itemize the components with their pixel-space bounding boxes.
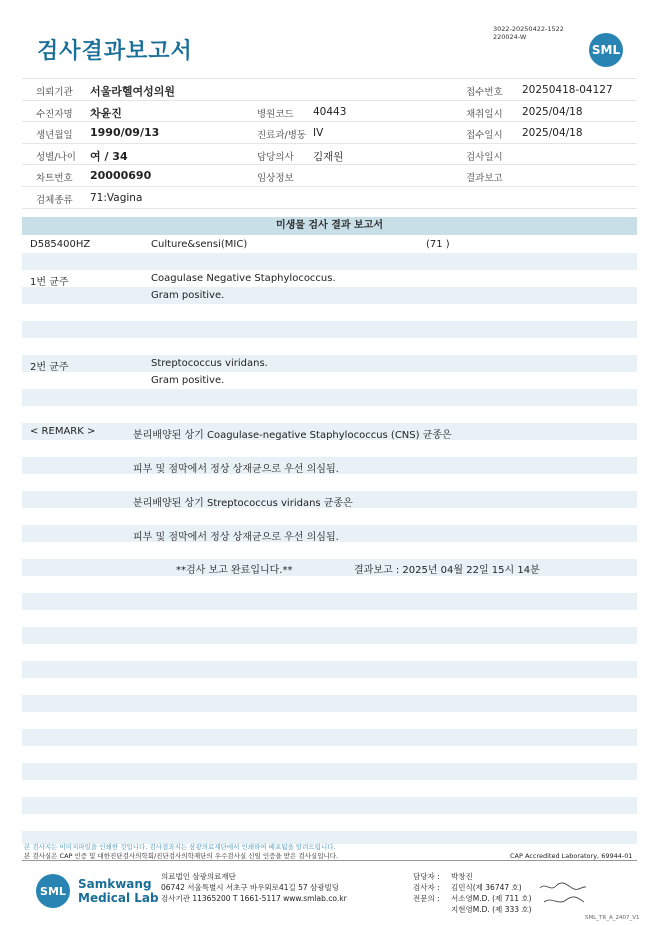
- test-spec: (71 ): [426, 239, 450, 250]
- row-band: [22, 355, 637, 372]
- specialist-label: 전문의 :: [413, 894, 440, 903]
- document-number-line-1: 3022-20250422-1522: [493, 25, 564, 33]
- signature-icon: [538, 880, 588, 908]
- specimen-label: 검체종류: [36, 194, 73, 206]
- footer-note-2: 본 검사실은 CAP 인증 및 대한진단검사의학회/진단검사의학재단의 우수검사실 신임 인증을 받은 검사실입니다.: [24, 852, 339, 860]
- req-org-label: 의뢰기관: [36, 87, 73, 98]
- hosp-code-value: 40443: [313, 105, 347, 118]
- row-band: [22, 593, 637, 610]
- report-section-title: 미생물 검사 결과 보고서: [22, 217, 637, 235]
- info-row: [22, 187, 637, 209]
- remark-line: 피부 및 점막에서 정상 상재균으로 우선 의심됨.: [133, 532, 339, 543]
- patient-info-table: [22, 78, 637, 209]
- strain2-label: 2번 균주: [30, 362, 69, 373]
- result-report-label: 결과보고: [466, 173, 503, 185]
- page-title: 검사결과보고서: [37, 39, 193, 64]
- chart-value: 20000690: [90, 169, 152, 183]
- dept-label: 진료과/병동: [257, 130, 307, 142]
- dept-value: IV: [313, 127, 324, 140]
- test-date-label: 검사일시: [466, 151, 503, 163]
- brand-line-2: Medical Lab: [78, 891, 159, 905]
- chart-label: 차트번호: [36, 173, 73, 185]
- remark-line: 피부 및 점막에서 정상 상재균으로 우선 의심됨.: [133, 464, 339, 475]
- row-band: [22, 729, 637, 746]
- strain2-name: Streptococcus viridans.: [151, 358, 268, 369]
- recv-date-value: 2025/04/18: [522, 127, 583, 140]
- remark-line: 분리배양된 상기 Coagulase-negative Staphylococcus (CNS) 균종은: [133, 430, 452, 441]
- info-row: [22, 78, 637, 101]
- info-row: [22, 144, 637, 166]
- row-band: [22, 763, 637, 780]
- row-band: [22, 559, 637, 576]
- row-band: [22, 627, 637, 644]
- row-band: [22, 797, 637, 814]
- row-band: [22, 661, 637, 678]
- patient-label: 수진자명: [36, 108, 73, 120]
- row-band: [22, 287, 637, 304]
- footer-brand: [78, 877, 159, 905]
- clinical-label: 임상정보: [257, 173, 294, 185]
- doctor-value: 김재원: [313, 150, 344, 163]
- tester-label: 검사자 :: [413, 883, 440, 892]
- strain1-gram: Gram positive.: [151, 290, 225, 301]
- footer-divider: [22, 860, 637, 861]
- sml-footer-logo-icon: SML: [36, 874, 70, 908]
- report-time: 결과보고 : 2025년 04월 22일 15시 14분: [354, 565, 540, 576]
- test-name: Culture&sensi(MIC): [151, 239, 248, 250]
- brand-line-1: Samkwang: [78, 877, 152, 891]
- document-number-line-2: 220024-W: [493, 33, 527, 41]
- cap-accreditation: CAP Accredited Laboratory, 69944-01: [510, 852, 633, 860]
- strain2-gram: Gram positive.: [151, 375, 225, 386]
- doctor-label: 담당의사: [257, 151, 294, 163]
- staff-label: 담당자 :: [413, 872, 440, 881]
- remark-line: 분리배양된 상기 Streptococcus viridans 균종은: [133, 498, 353, 509]
- collect-date-label: 채취일시: [466, 108, 503, 120]
- footer-address: 06742 서울특별시 서초구 바우뫼로41길 57 삼광빌딩: [161, 883, 340, 892]
- sex-age-label: 성별/나이: [36, 151, 76, 163]
- row-band: [22, 389, 637, 406]
- info-row: [22, 165, 637, 187]
- sml-logo-icon: SML: [589, 33, 623, 67]
- document-number: [493, 25, 564, 41]
- collect-date-value: 2025/04/18: [522, 105, 583, 118]
- form-code: SML_TR_A_2407_V1: [585, 915, 640, 921]
- row-band: [22, 321, 637, 338]
- specialist-value-2: 지현영M.D. (제 333 호): [451, 905, 532, 914]
- dob-value: 1990/09/13: [90, 126, 160, 140]
- staff-value: 박창진: [451, 872, 473, 881]
- remark-label: < REMARK >: [30, 426, 96, 437]
- row-band: [22, 695, 637, 712]
- report-complete: **검사 보고 완료입니다.**: [176, 565, 293, 576]
- specialist-value-1: 서소영M.D. (제 711 호): [451, 894, 532, 903]
- strain1-name: Coagulase Negative Staphylococcus.: [151, 273, 336, 284]
- footer-note-1: 본 검사지는 이미지파일을 인쇄한 것입니다. 검사결과지는 삼광의료재단에서 인쇄하여 배포됨을 알려드립니다.: [24, 843, 336, 851]
- footer-org: 의료법인 삼광의료재단: [161, 872, 236, 881]
- tester-value: 김민식(제 36747 호): [451, 883, 522, 892]
- recv-no-value: 20250418-04127: [522, 84, 613, 96]
- info-row: [22, 101, 637, 123]
- recv-no-label: 접수번호: [466, 87, 503, 98]
- row-band: [22, 253, 637, 270]
- footer-contact: 검사기관 11365200 T 1661-5117 www.smlab.co.kr: [161, 894, 347, 903]
- strain1-label: 1번 균주: [30, 277, 69, 288]
- sex-age-value: 여 / 34: [90, 149, 128, 163]
- test-code: D585400HZ: [30, 239, 91, 250]
- recv-date-label: 접수일시: [466, 130, 503, 142]
- hosp-code-label: 병원코드: [257, 108, 294, 120]
- specimen-value: 71:Vagina: [90, 191, 143, 204]
- req-org-value: 서울라헬여성의원: [90, 85, 176, 98]
- dob-label: 생년월일: [36, 130, 73, 142]
- info-row: [22, 122, 637, 144]
- patient-value: 차윤진: [90, 106, 122, 120]
